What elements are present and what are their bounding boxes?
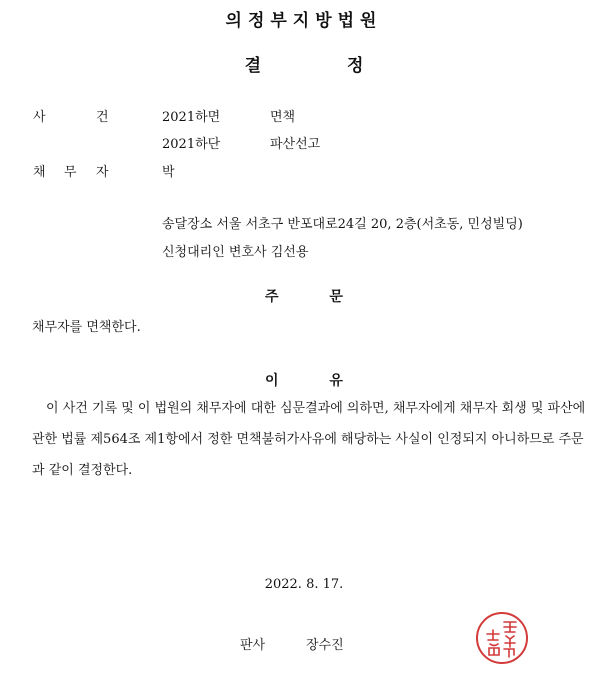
case-number-2: 2021하단: [162, 137, 221, 152]
case-type-1: 면책: [270, 110, 296, 125]
order-heading: 주 문: [265, 289, 343, 305]
debtor-name: 박: [162, 165, 175, 180]
reasons-heading: 이 유: [265, 373, 343, 389]
case-number-1: 2021하면: [162, 110, 221, 125]
debtor-label-2: 무: [64, 165, 77, 180]
decision-date: 2022. 8. 17.: [264, 577, 344, 592]
case-label-1: 사: [33, 110, 46, 125]
debtor-label-3: 자: [96, 165, 109, 180]
judge-seal-icon: [476, 612, 528, 664]
document-title: 결 정: [244, 56, 364, 76]
judge-name: 장수진: [306, 638, 344, 653]
case-type-2: 파산선고: [270, 137, 321, 152]
debtor-label-1: 채: [33, 165, 46, 180]
service-address: 송달장소 서울 서초구 반포대로24길 20, 2층(서초동, 민성빌딩): [162, 217, 523, 232]
order-text: 채무자를 면책한다.: [32, 320, 141, 335]
reasons-text: 이 사건 기록 및 이 법원의 채무자에 대한 심문결과에 의하면, 채무자에게 채무자 회생 및 파산에 관한 법률 제564조 제1항에서 정한 면책불허가사유에 해당하는 사실이 인정되지 아니하므로 주문과 같이 결정한다.: [32, 401, 586, 478]
court-name: 의정부지방법원: [225, 11, 383, 31]
attorney: 신청대리인 변호사 김선용: [162, 245, 309, 260]
case-label-2: 건: [96, 110, 109, 125]
judge-title: 판사: [240, 638, 266, 653]
